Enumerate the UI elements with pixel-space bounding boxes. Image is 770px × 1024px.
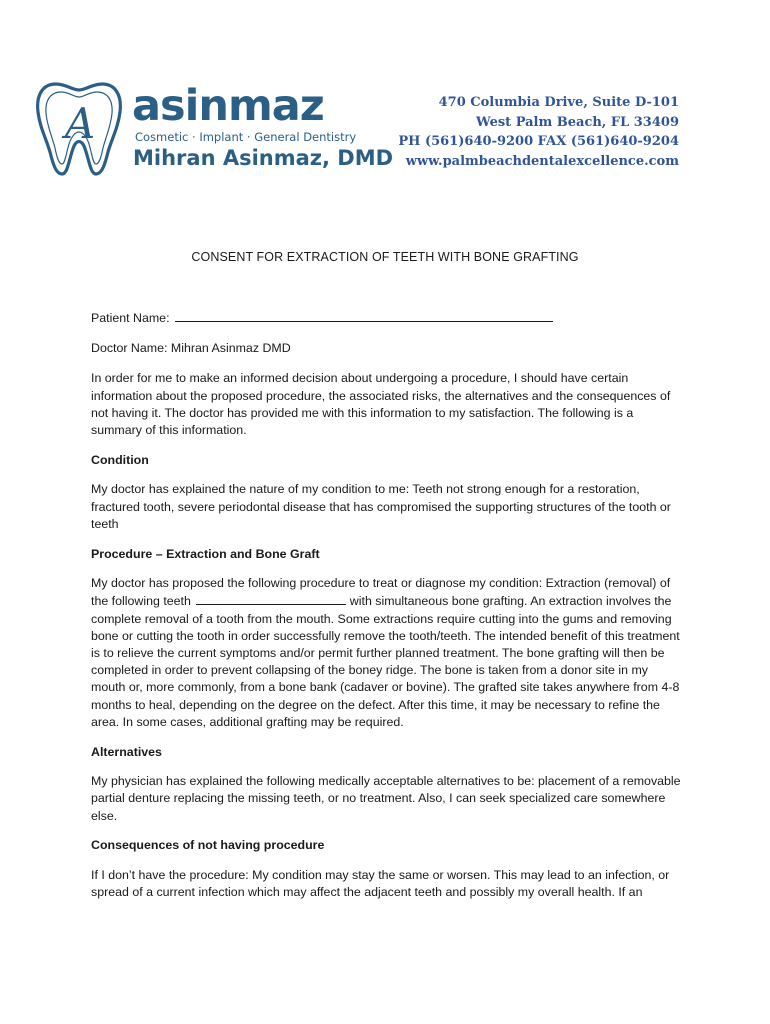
brand-name: asinmaz [132,81,324,131]
phone-fax: PH (561)640-9200 FAX (561)640-9204 [398,134,679,149]
contact-info [398,93,679,171]
intro-paragraph: In order for me to make an informed decision about undergoing a procedure, I should have certain information about the proposed procedure, the associated risks, the alternatives and the consequences of not having it. The doctor has provided me with this information to my satisfaction. The following is a summary of this information. [91,371,671,438]
practice-logo [34,78,394,178]
document-body [91,309,683,914]
logo-monogram: A [64,99,96,148]
document-title: CONSENT FOR EXTRACTION OF TEETH WITH BONE GRAFTING [191,250,579,264]
procedure-heading: Procedure – Extraction and Bone Graft [91,546,320,561]
condition-paragraph: My doctor has explained the nature of my condition to me: Teeth not strong enough for a restoration, fractured tooth, severe periodontal disease that has compromised the supporting structures of the tooth or teeth [91,482,671,531]
address-line-2: West Palm Beach, FL 33409 [476,114,679,130]
alternatives-heading: Alternatives [91,744,162,759]
procedure-paragraph [91,575,683,731]
patient-name-label: Patient Name: [91,311,170,325]
alternatives-paragraph: My physician has explained the following medically acceptable alternatives to be: placement of a removable partial denture replacing the missing teeth, or no treatment. Also, I can seek specialized care somewhere else. [91,774,681,823]
brand-tagline: Cosmetic · Implant · General Dentistry [135,130,357,144]
website-link[interactable]: www.palmbeachdentalexcellence.com [405,153,679,169]
patient-name-field [91,309,683,327]
consequences-paragraph: If I don’t have the procedure: My condition may stay the same or worsen. This may lead to an infection, or spread of a current infection which may affect the adjacent teeth and possibly my overall health. If an [91,868,670,900]
doctor-name-line: Doctor Name: Mihran Asinmaz DMD [91,341,291,356]
tooth-logo-icon [34,78,124,178]
teeth-blank[interactable] [196,592,346,605]
address-line-1: 470 Columbia Drive, Suite D-101 [438,95,679,110]
procedure-text-b: with simultaneous bone grafting. An extraction involves the complete removal of a tooth from the mouth. Some extractions require cutting into the gums and removing bone or cutting the tooth in order successfully remove the tooth/teeth. The intended benefit of this treatment is to relieve the current symptoms and/or permit further planned treatment. The bone grafting will then be completed in order to prevent collapsing of the boney ridge. The bone is taken from a donor site in my mouth or, more commonly, from a bone bank (cadaver or bovine). The grafted site takes anywhere from 4-8 months to heal, depending on the degree on the defect. After this time, it may be necessary to refine the area. In some cases, additional grafting may be required. [91,594,680,729]
brand-doctor-name: Mihran Asinmaz, DMD [133,146,394,170]
procedure-text-a: My doctor has proposed the following procedure to treat or diagnose my condition: Extraction (removal) of the following teeth [91,576,671,609]
condition-heading: Condition [91,452,149,467]
patient-name-blank[interactable] [175,309,553,322]
consequences-heading: Consequences of not having procedure [91,838,325,853]
